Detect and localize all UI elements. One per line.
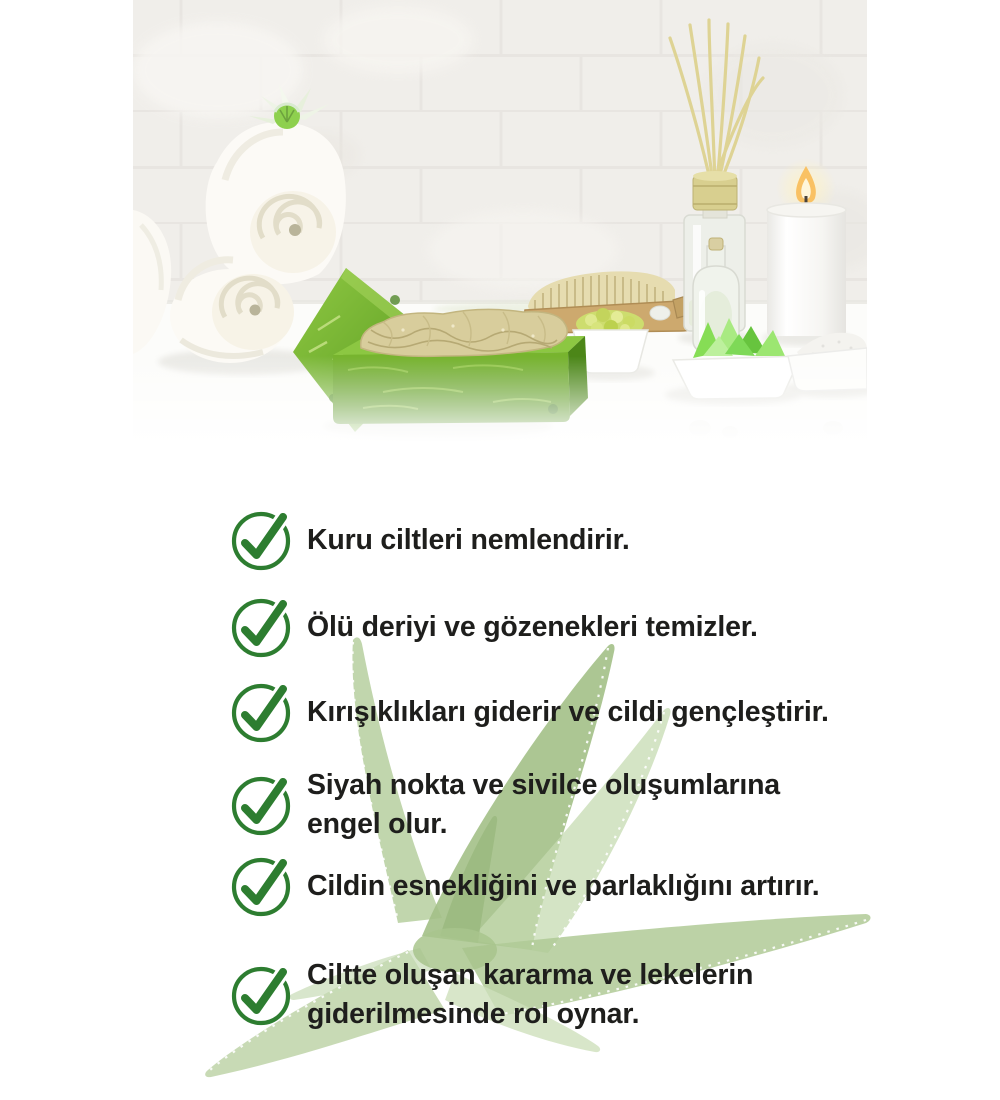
check-circle-icon: [230, 854, 294, 918]
benefit-item: [230, 680, 829, 744]
benefit-text: [307, 521, 630, 560]
check-circle-icon: [230, 595, 294, 659]
benefit-text: [307, 608, 758, 647]
check-circle-icon: [230, 680, 294, 744]
benefit-text: [307, 956, 753, 1034]
benefit-item: [230, 854, 820, 918]
benefit-text: [307, 693, 829, 732]
benefit-text: [307, 766, 780, 844]
benefit-line: Siyah nokta ve sivilce oluşumlarına: [307, 769, 780, 801]
check-circle-icon: [230, 963, 294, 1027]
benefit-line: Ciltte oluşan kararma ve lekelerin: [307, 959, 754, 991]
benefit-item: [230, 508, 630, 572]
benefit-item: [230, 595, 758, 659]
benefit-item: [230, 766, 780, 844]
benefit-line: giderilmesinde rol oynar.: [307, 998, 640, 1030]
benefit-line: Cildin esnekliğini ve parlaklığını artırır.: [307, 869, 820, 902]
benefit-line: Kuru ciltleri nemlendirir.: [307, 523, 630, 556]
benefit-line: Kırışıklıkları giderir ve cildi gençleştirir.: [307, 695, 829, 728]
benefit-item: [230, 956, 753, 1034]
check-circle-icon: [230, 773, 294, 837]
benefit-text: [307, 867, 820, 906]
benefit-line: engel olur.: [307, 808, 448, 840]
benefit-line: Ölü deriyi ve gözenekleri temizler.: [307, 610, 758, 643]
check-circle-icon: [230, 508, 294, 572]
